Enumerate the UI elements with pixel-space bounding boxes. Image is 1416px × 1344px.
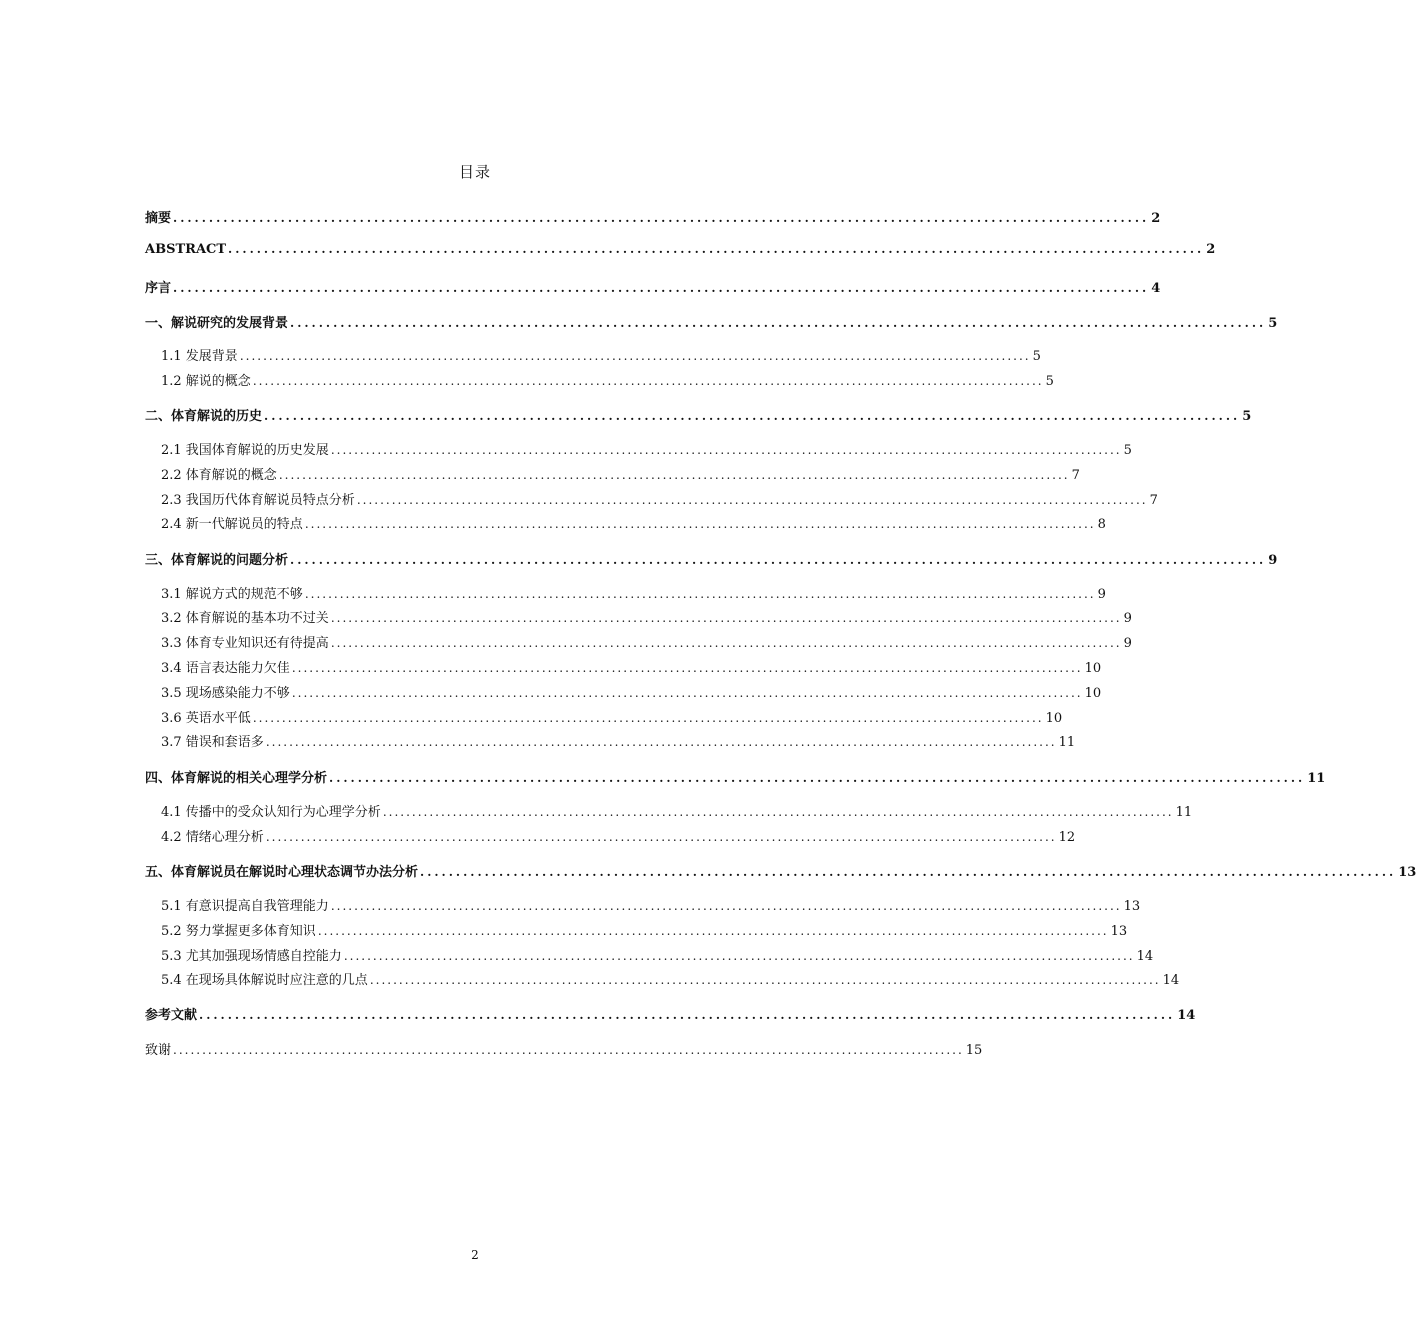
- toc-entry-3-2[interactable]: 3.2 体育解说的基本功不过关 ........................................................................................................................................ 9: [161, 611, 1132, 626]
- dot-leader: ........................................................................................................................................: [290, 553, 1267, 567]
- toc-entry-preface[interactable]: 序言 ........................................................................................................................................ 4: [145, 281, 1161, 296]
- footer-page-number: 2: [471, 1248, 479, 1262]
- toc-entry-3-1[interactable]: 3.1 解说方式的规范不够 ........................................................................................................................................ 9: [161, 587, 1106, 602]
- toc-entry-1-1[interactable]: 1.1 发展背景 ........................................................................................................................................ 5: [161, 349, 1041, 364]
- dot-leader: ........................................................................................................................................: [369, 973, 1161, 987]
- toc-entry-chapter-4[interactable]: 四、体育解说的相关心理学分析 ........................................................................................................................................ 11: [145, 771, 1326, 786]
- dot-leader: ........................................................................................................................................: [420, 865, 1397, 879]
- dot-leader: ........................................................................................................................................: [290, 316, 1267, 330]
- toc-entry-3-3[interactable]: 3.3 体育专业知识还有待提高 ........................................................................................................................................ 9: [161, 636, 1132, 651]
- toc-entry-2-4[interactable]: 2.4 新一代解说员的特点 ........................................................................................................................................ 8: [161, 517, 1106, 532]
- dot-leader: ........................................................................................................................................: [329, 771, 1306, 785]
- toc-entry-4-2[interactable]: 4.2 情绪心理分析 ........................................................................................................................................ 12: [161, 830, 1076, 845]
- toc-entry-5-2[interactable]: 5.2 努力掌握更多体育知识 ........................................................................................................................................ 13: [161, 924, 1128, 939]
- dot-leader: ........................................................................................................................................: [382, 805, 1174, 819]
- dot-leader: ........................................................................................................................................: [317, 924, 1109, 938]
- dot-leader: ........................................................................................................................................: [264, 409, 1241, 423]
- dot-leader: ........................................................................................................................................: [278, 468, 1070, 482]
- dot-leader: ........................................................................................................................................: [265, 830, 1057, 844]
- dot-leader: ........................................................................................................................................: [173, 281, 1150, 295]
- toc-entry-3-6[interactable]: 3.6 英语水平低 ........................................................................................................................................ 10: [161, 711, 1063, 726]
- dot-leader: ........................................................................................................................................: [228, 242, 1205, 256]
- toc-entry-5-1[interactable]: 5.1 有意识提高自我管理能力 ........................................................................................................................................ 13: [161, 899, 1141, 914]
- dot-leader: ........................................................................................................................................: [330, 443, 1122, 457]
- toc-entry-references[interactable]: 参考文献 ........................................................................................................................................ 14: [145, 1008, 1196, 1023]
- toc-entry-chapter-1[interactable]: 一、解说研究的发展背景 ........................................................................................................................................ 5: [145, 316, 1278, 331]
- toc-entry-3-7[interactable]: 3.7 错误和套语多 ........................................................................................................................................ 11: [161, 735, 1076, 750]
- toc-entry-3-4[interactable]: 3.4 语言表达能力欠佳 ........................................................................................................................................ 10: [161, 661, 1102, 676]
- toc-entry-acknowledgements[interactable]: 致谢 ........................................................................................................................................ 15: [145, 1043, 983, 1058]
- toc-entry-1-2[interactable]: 1.2 解说的概念 ........................................................................................................................................ 5: [161, 374, 1054, 389]
- dot-leader: ........................................................................................................................................: [330, 899, 1122, 913]
- toc-entry-4-1[interactable]: 4.1 传播中的受众认知行为心理学分析 ........................................................................................................................................ 11: [161, 805, 1193, 820]
- toc-title: 目录: [458, 163, 491, 181]
- toc-entry-abstract-cn[interactable]: 摘要 ........................................................................................................................................ 2: [145, 211, 1161, 226]
- toc-entry-5-4[interactable]: 5.4 在现场具体解说时应注意的几点 ........................................................................................................................................ 14: [161, 973, 1180, 988]
- toc-entry-5-3[interactable]: 5.3 尤其加强现场情感自控能力 ........................................................................................................................................ 14: [161, 949, 1154, 964]
- toc-entry-2-3[interactable]: 2.3 我国历代体育解说员特点分析 ........................................................................................................................................ 7: [161, 493, 1158, 508]
- dot-leader: ........................................................................................................................................: [356, 493, 1148, 507]
- dot-leader: ........................................................................................................................................: [199, 1008, 1176, 1022]
- dot-leader: ........................................................................................................................................: [291, 661, 1083, 675]
- toc-entry-3-5[interactable]: 3.5 现场感染能力不够 ........................................................................................................................................ 10: [161, 686, 1102, 701]
- dot-leader: ........................................................................................................................................: [173, 1043, 964, 1057]
- toc-entry-abstract-en[interactable]: ABSTRACT ........................................................................................................................................ 2: [145, 242, 1216, 257]
- toc-entry-chapter-5[interactable]: 五、体育解说员在解说时心理状态调节办法分析 ........................................................................................................................................ 13: [145, 865, 1416, 880]
- toc-entry-2-1[interactable]: 2.1 我国体育解说的历史发展 ........................................................................................................................................ 5: [161, 443, 1132, 458]
- toc-entry-2-2[interactable]: 2.2 体育解说的概念 ........................................................................................................................................ 7: [161, 468, 1080, 483]
- dot-leader: ........................................................................................................................................: [173, 211, 1150, 225]
- dot-leader: ........................................................................................................................................: [304, 587, 1096, 601]
- dot-leader: ........................................................................................................................................: [252, 374, 1044, 388]
- toc-entry-chapter-3[interactable]: 三、体育解说的问题分析 ........................................................................................................................................ 9: [145, 553, 1278, 568]
- dot-leader: ........................................................................................................................................: [304, 517, 1096, 531]
- toc-entry-chapter-2[interactable]: 二、体育解说的历史 ........................................................................................................................................ 5: [145, 409, 1252, 424]
- dot-leader: ........................................................................................................................................: [291, 686, 1083, 700]
- dot-leader: ........................................................................................................................................: [343, 949, 1135, 963]
- dot-leader: ........................................................................................................................................: [252, 711, 1044, 725]
- dot-leader: ........................................................................................................................................: [330, 636, 1122, 650]
- dot-leader: ........................................................................................................................................: [330, 611, 1122, 625]
- dot-leader: ........................................................................................................................................: [239, 349, 1031, 363]
- dot-leader: ........................................................................................................................................: [265, 735, 1057, 749]
